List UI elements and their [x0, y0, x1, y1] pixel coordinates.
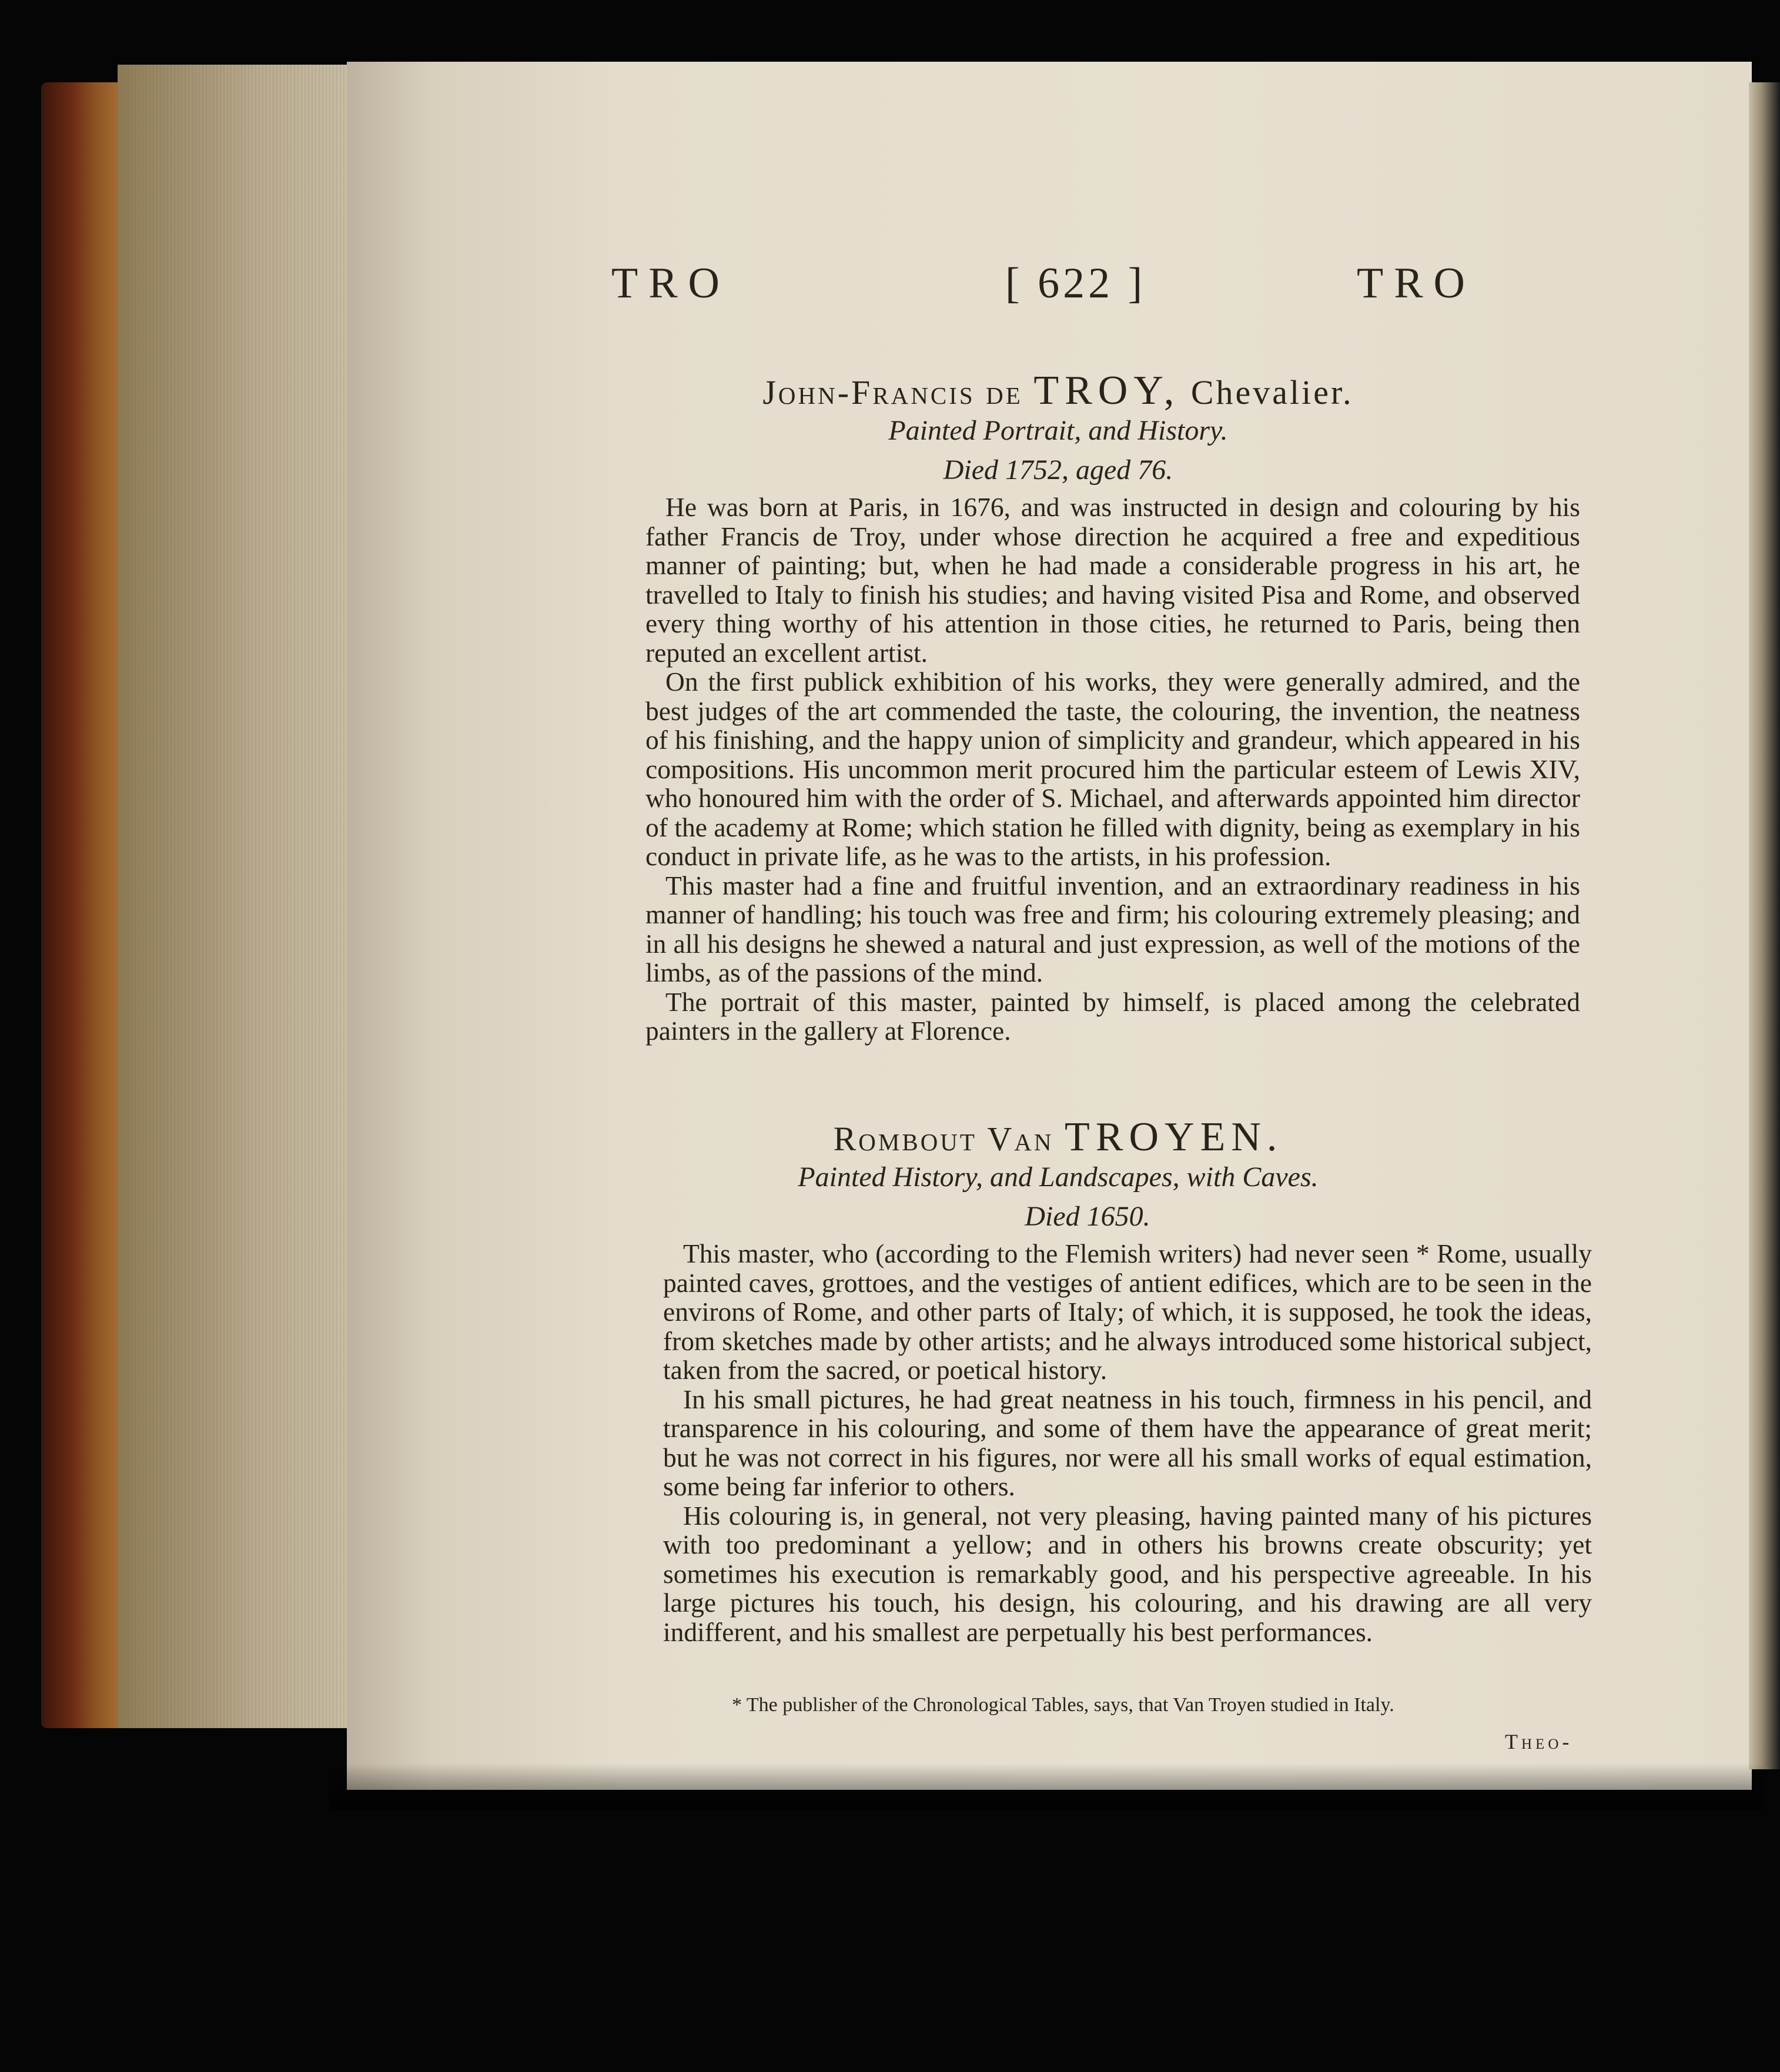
entry-name-main: TROY,	[1033, 368, 1180, 413]
entry-subtitle-troyen: Painted History, and Landscapes, with Caves.	[798, 1161, 1319, 1193]
entry-name-prefix: Rombout Van	[833, 1120, 1054, 1158]
paragraph: The portrait of this master, painted by himself, is placed among the celebrated painters in the gallery at Florence.	[645, 986, 1580, 1046]
entry-name-suffix: Chevalier.	[1190, 373, 1354, 411]
book-cover-binding	[41, 82, 129, 1728]
paragraph: In his small pictures, he had great neatness in his touch, firmness in his pencil, and transparence in his colouring, and some of them have the appearance of great merit; but he was not correct in his figures, nor were all his small works of equal estimation, some being far inferior to others.	[663, 1384, 1592, 1501]
header-right: TRO	[1357, 259, 1475, 307]
entry-name-main: TROYEN.	[1065, 1114, 1283, 1160]
paragraph: His colouring is, in general, not very pleasing, having painted many of his pictures with too predominant a yellow; and in others his browns create obscurity; yet sometimes his execution is remarkably good, and his perspective agreeable. In his large pictures his touch, his design, his colouring, and his drawing are all very indifferent, and his smallest are perpetually his best performances.	[663, 1500, 1592, 1647]
page-edges	[118, 65, 353, 1728]
paragraph: On the first publick exhibition of his works, they were generally admired, and the best judges of the art commended the taste, the colouring, the invention, the neatness of his finishing, and the happy union of simplicity and grandeur, which appeared in his compositions. His uncommon merit procured him the particular esteem of Lewis XIV, who honoured him with the order of S. Michael, and afterwards appointed him director of the academy at Rome; which station he filled with dignity, being as exemplary in his conduct in private life, as he was to the artists, in his profession.	[645, 667, 1580, 871]
catchword: Theo-	[1505, 1730, 1573, 1753]
running-header	[611, 259, 1475, 323]
page-shadow	[329, 1763, 1764, 1810]
entry-subtitle-troy: Painted Portrait, and History.	[888, 415, 1228, 446]
entry-title-troyen	[735, 1114, 1381, 1161]
paragraph: This master had a fine and fruitful invention, and an extraordinary readiness in his manner of handling; his touch was free and firm; his colouring extremely pleasing; and in all his designs he shewed a natural and just expression, as well of the motions of the limbs, as of the passions of the mind.	[645, 870, 1580, 988]
page-number: [ 622 ]	[1005, 259, 1146, 307]
entry-date-troy: Died 1752, aged 76.	[943, 454, 1173, 486]
paragraph: This master, who (according to the Flemish writers) had never seen * Rome, usually painted caves, grottoes, and the vestiges of antient edifices, which are to be seen in the environs of Rome, and other parts of Italy; of which, it is supposed, he took the ideas, from sketches made by other artists; and he always introduced some historical subject, taken from the sacred, or poetical history.	[663, 1238, 1592, 1385]
entry-name-prefix: John-Francis de	[762, 373, 1023, 411]
entry-date-troyen: Died 1650.	[1025, 1201, 1150, 1232]
footnote: * The publisher of the Chronological Tables, says, that Van Troyen studied in Italy.	[732, 1694, 1394, 1716]
entry-body-troyen	[663, 1239, 1592, 1646]
entry-body-troy	[645, 493, 1580, 1046]
paragraph: He was born at Paris, in 1676, and was instructed in design and colouring by his father Francis de Troy, under whose direction he acquired a free and expeditious manner of painting; but, when he had made a considerable progress in his art, he travelled to Italy to finish his studies; and having visited Pisa and Rome, and observed every thing worthy of his attention in those cities, he returned to Paris, being then reputed an excellent artist.	[645, 492, 1580, 668]
facing-page-edge	[1749, 82, 1780, 1769]
entry-title-troy	[647, 367, 1470, 414]
header-left: TRO	[611, 259, 730, 307]
